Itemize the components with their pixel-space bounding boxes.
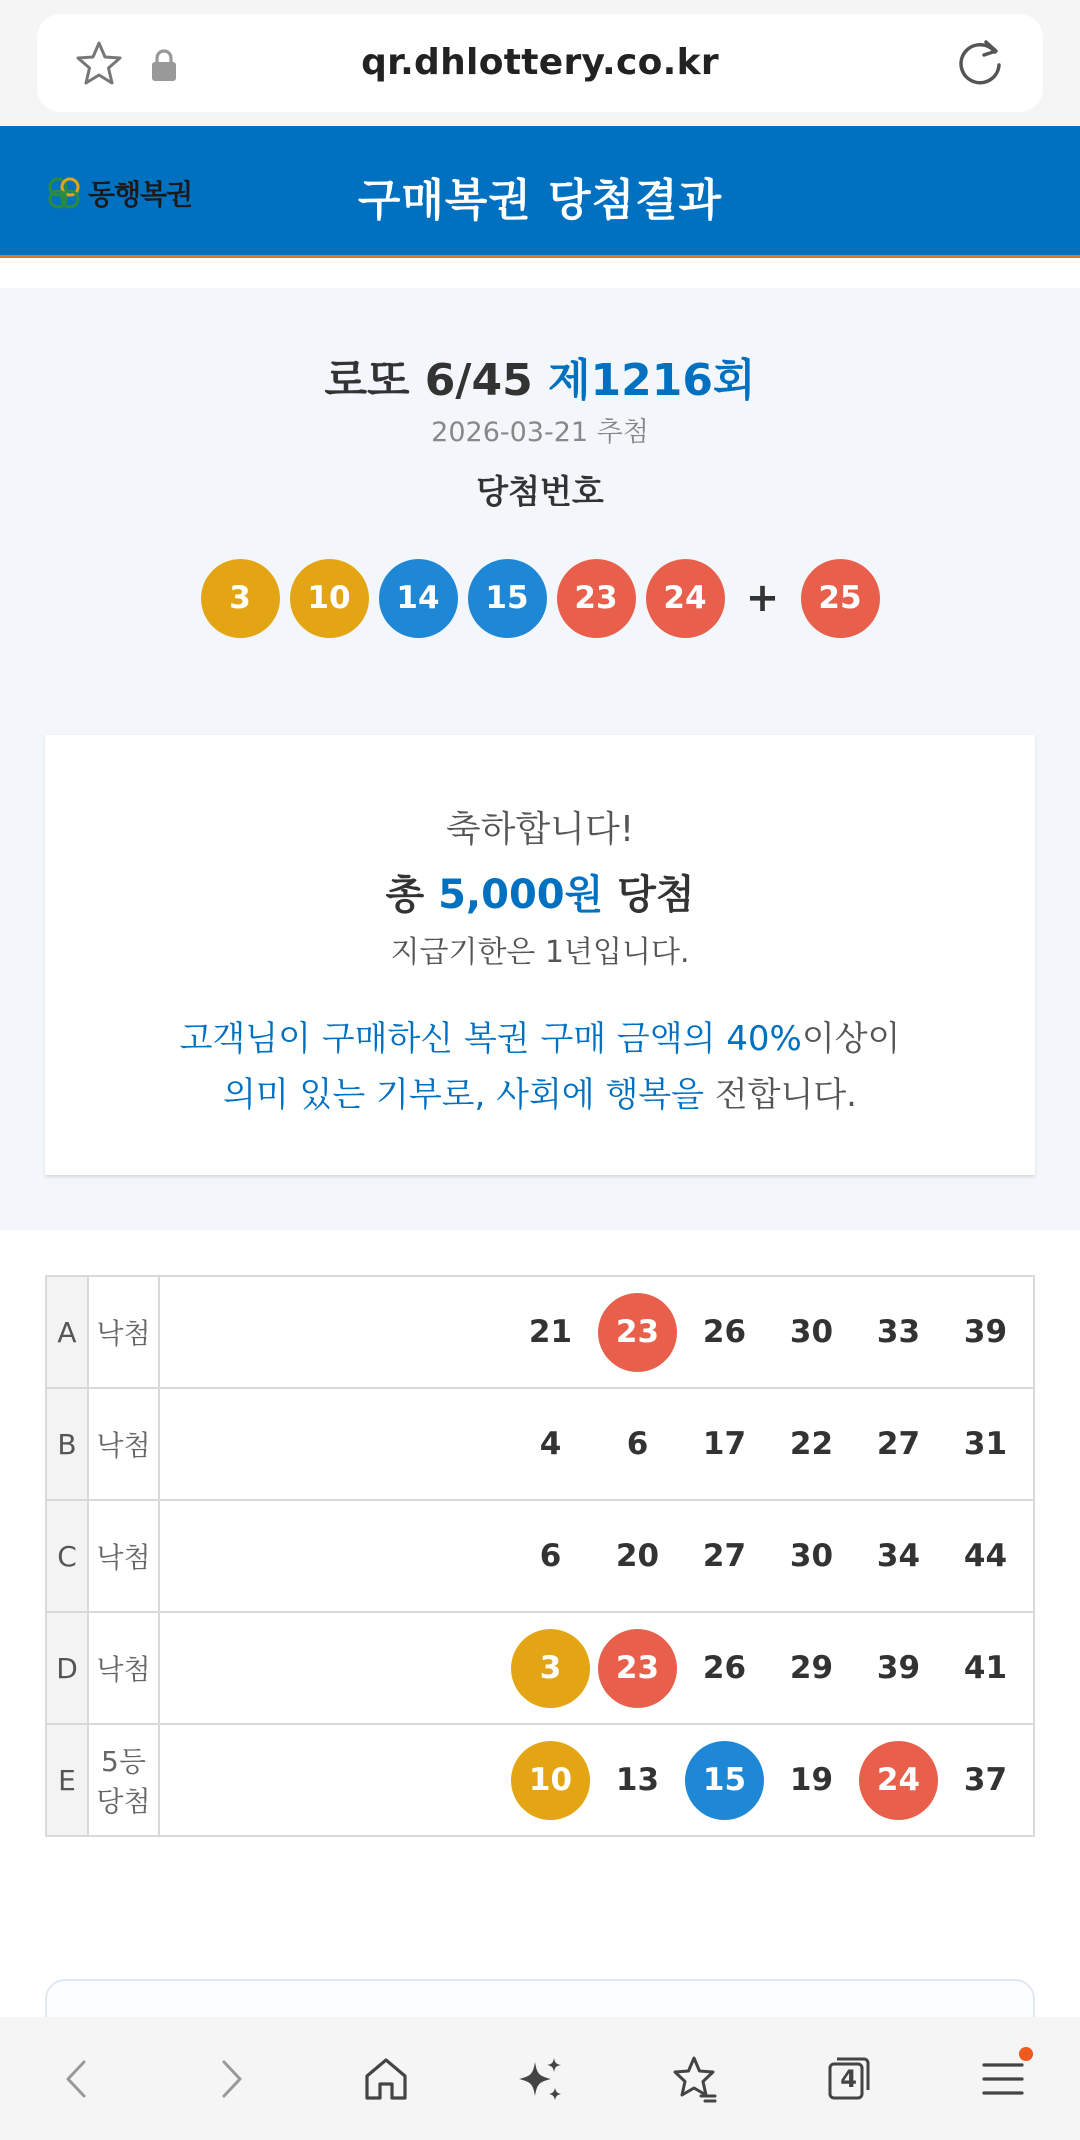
ticket-games-table [45, 1275, 1035, 1837]
ticket-row [46, 1276, 1034, 1388]
number-list [160, 1629, 1033, 1708]
back-button[interactable] [37, 2039, 117, 2119]
forward-button[interactable] [191, 2039, 271, 2119]
game-result: 낙첨 [88, 1388, 159, 1500]
winning-ball: 15 [468, 559, 547, 638]
ticket-row [46, 1724, 1034, 1836]
ticket-number: 26 [702, 1650, 747, 1686]
browser-toolbar [0, 0, 1080, 126]
browser-bottom-nav [0, 2017, 1080, 2140]
ticket-number: 6 [626, 1426, 649, 1462]
url-text[interactable]: qr.dhlottery.co.kr [361, 42, 719, 83]
ticket-number: 13 [615, 1762, 660, 1798]
ticket-number: 22 [789, 1426, 834, 1462]
number-list [160, 1293, 1033, 1372]
tab-count: 4 [840, 2064, 857, 2093]
ticket-row [46, 1500, 1034, 1612]
ticket-number: 44 [963, 1538, 1008, 1574]
game-result: 낙첨 [88, 1612, 159, 1724]
game-numbers [159, 1500, 1034, 1612]
address-bar[interactable] [37, 14, 1043, 112]
donation-line-1: 고객님이 구매하신 복권 구매 금액의 40%이상이 [179, 1019, 901, 1059]
winning-ball: 24 [646, 559, 725, 638]
number-list [160, 1741, 1033, 1820]
ticket-number: 27 [702, 1538, 747, 1574]
matched-number-ball: 15 [685, 1741, 764, 1820]
reload-icon[interactable] [953, 36, 1007, 90]
winning-ball: 14 [379, 559, 458, 638]
ticket-row [46, 1612, 1034, 1724]
congrats-text: 축하합니다! [445, 809, 635, 850]
favorites-icon [667, 2052, 721, 2106]
logo-text: 동행복권 [88, 178, 193, 211]
matched-number-ball: 23 [598, 1293, 677, 1372]
menu-button[interactable] [963, 2039, 1043, 2119]
ai-assistant-button[interactable] [500, 2039, 580, 2119]
game-result: 5등당첨 [88, 1724, 159, 1836]
draw-date: 2026-03-21 추첨 [431, 417, 649, 448]
bonus-ball: 25 [801, 559, 880, 638]
ticket-number: 41 [963, 1650, 1008, 1686]
ticket-number: 19 [789, 1762, 834, 1798]
ticket-number: 30 [789, 1538, 834, 1574]
ticket-number: 27 [876, 1426, 921, 1462]
round-title [0, 344, 1080, 408]
back-icon [50, 2052, 104, 2106]
ticket-number: 21 [528, 1314, 573, 1350]
game-result: 낙첨 [88, 1276, 159, 1388]
game-numbers [159, 1612, 1034, 1724]
game-letter: A [46, 1276, 88, 1388]
prize-suffix: 당첨 [617, 872, 695, 918]
ticket-number: 17 [702, 1426, 747, 1462]
forward-icon [204, 2052, 258, 2106]
ticket-number: 34 [876, 1538, 921, 1574]
donation-line-2: 의미 있는 기부로, 사회에 행복을 전합니다. [222, 1075, 857, 1115]
game-letter: D [46, 1612, 88, 1724]
winning-numbers-label: 당첨번호 [476, 472, 604, 511]
sparkle-icon [513, 2052, 567, 2106]
ticket-number: 31 [963, 1426, 1008, 1462]
ticket-row [46, 1388, 1034, 1500]
site-header [0, 126, 1080, 258]
game-numbers [159, 1276, 1034, 1388]
number-list [160, 1405, 1033, 1484]
ticket-number: 29 [789, 1650, 834, 1686]
matched-number-ball: 3 [511, 1629, 590, 1708]
plus-sign: + [745, 575, 780, 621]
prize-amount: 5,000원 [438, 872, 604, 918]
game-name: 로또 6/45 [324, 355, 533, 406]
game-numbers [159, 1724, 1034, 1836]
game-numbers [159, 1388, 1034, 1500]
ticket-number: 30 [789, 1314, 834, 1350]
game-result: 낙첨 [88, 1500, 159, 1612]
ticket-number: 6 [539, 1538, 562, 1574]
favorites-button[interactable] [654, 2039, 734, 2119]
number-list [160, 1517, 1033, 1596]
winning-ball: 3 [201, 559, 280, 638]
page-title: 구매복권 당첨결과 [357, 175, 723, 226]
payment-deadline: 지급기한은 1년입니다. [390, 935, 690, 970]
prize-summary-card [45, 735, 1035, 1175]
tabs-button[interactable] [809, 2039, 889, 2119]
draw-result-section [0, 288, 1080, 1230]
matched-number-ball: 23 [598, 1629, 677, 1708]
ticket-number: 4 [539, 1426, 562, 1462]
prize-total [45, 863, 1035, 920]
ticket-number: 37 [963, 1762, 1008, 1798]
ticket-number: 39 [963, 1314, 1008, 1350]
game-letter: B [46, 1388, 88, 1500]
ticket-number: 39 [876, 1650, 921, 1686]
prize-prefix: 총 [385, 872, 425, 918]
home-icon [359, 2052, 413, 2106]
home-button[interactable] [346, 2039, 426, 2119]
winning-numbers [0, 558, 1080, 638]
winning-ball: 10 [290, 559, 369, 638]
game-letter: C [46, 1500, 88, 1612]
matched-number-ball: 24 [859, 1741, 938, 1820]
ticket-number: 33 [876, 1314, 921, 1350]
donation-message [45, 1011, 1035, 1123]
round-number: 제1216회 [548, 355, 756, 406]
game-letter: E [46, 1724, 88, 1836]
ticket-number: 26 [702, 1314, 747, 1350]
notification-dot [1019, 2047, 1033, 2061]
matched-number-ball: 10 [511, 1741, 590, 1820]
ticket-number: 20 [615, 1538, 660, 1574]
winning-ball: 23 [557, 559, 636, 638]
